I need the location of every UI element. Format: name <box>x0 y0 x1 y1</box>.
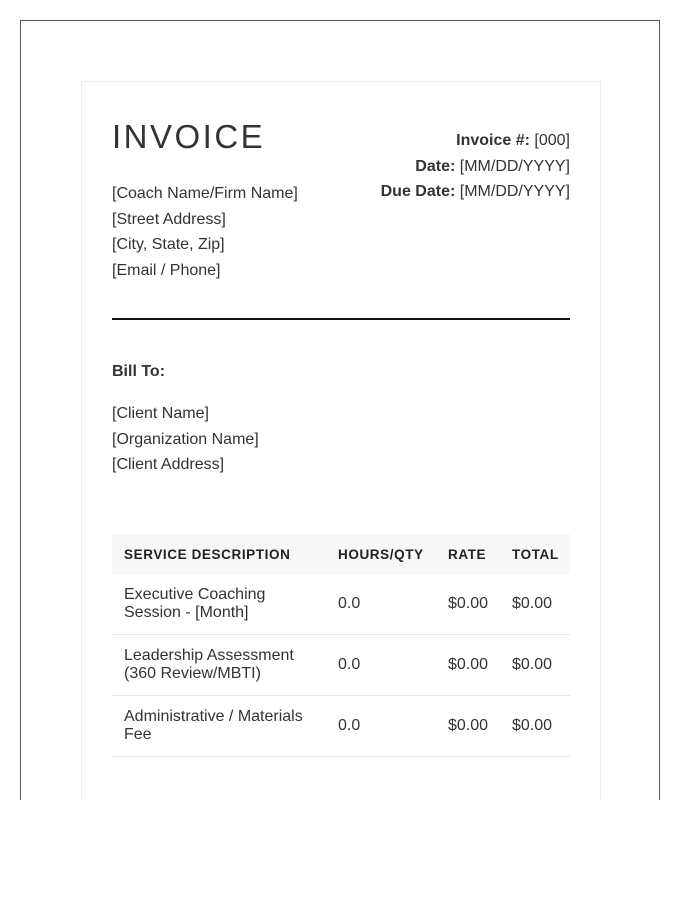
column-header-description: SERVICE DESCRIPTION <box>112 534 326 574</box>
invoice-due-line <box>381 179 570 205</box>
services-table <box>112 534 570 757</box>
invoice-date-value: [MM/DD/YYYY] <box>459 157 570 175</box>
service-description-line: (360 Review/MBTI) <box>124 665 261 682</box>
total-cell: $0.00 <box>500 696 570 757</box>
rate-cell: $0.00 <box>436 574 500 635</box>
invoice-header <box>112 81 570 281</box>
hours-cell: 0.0 <box>326 696 436 757</box>
table-row <box>112 635 570 696</box>
service-description-cell <box>112 635 326 696</box>
service-description-cell <box>112 574 326 635</box>
rate-cell: $0.00 <box>436 635 500 696</box>
sender-name: [Coach Name/Firm Name] <box>112 185 298 202</box>
hours-cell: 0.0 <box>326 574 436 635</box>
invoice-title: INVOICE <box>112 118 266 155</box>
hours-cell: 0.0 <box>326 635 436 696</box>
service-description-line: Executive Coaching <box>124 586 266 603</box>
client-name: [Client Name] <box>112 405 209 422</box>
invoice-due-value: [MM/DD/YYYY] <box>459 183 570 200</box>
sender-city: [City, State, Zip] <box>112 236 225 253</box>
column-header-hours: HOURS/QTY <box>326 534 436 574</box>
bill-to-label: Bill To: <box>112 363 166 380</box>
sender-street: [Street Address] <box>112 210 226 228</box>
total-cell: $0.00 <box>500 635 570 696</box>
rate-cell: $0.00 <box>436 696 500 757</box>
total-cell: $0.00 <box>500 574 570 635</box>
invoice-number-value: [000] <box>534 132 570 149</box>
table-header-row <box>112 534 570 574</box>
client-address: [Client Address] <box>112 456 225 473</box>
invoice-due-label: Due Date: <box>380 183 456 200</box>
table-row <box>112 574 570 635</box>
service-description-cell <box>112 696 326 757</box>
column-header-rate: RATE <box>436 534 500 574</box>
table-row <box>112 696 570 757</box>
invoice-date-label: Date: <box>415 157 456 175</box>
column-header-total: TOTAL <box>500 534 570 574</box>
invoice-meta <box>381 128 570 205</box>
invoice-date-line <box>381 154 570 180</box>
sender-block <box>112 181 298 283</box>
service-description-line: Fee <box>124 726 152 743</box>
sender-contact: [Email / Phone] <box>112 261 221 279</box>
header-divider <box>112 318 570 320</box>
bill-to-block <box>112 401 259 478</box>
invoice-number-line <box>381 128 570 154</box>
service-description-line: Administrative / Materials <box>124 708 303 725</box>
invoice-number-label: Invoice #: <box>456 132 530 149</box>
client-organization: [Organization Name] <box>112 430 259 448</box>
service-description-line: Session - [Month] <box>124 604 249 621</box>
service-description-line: Leadership Assessment <box>124 647 294 664</box>
